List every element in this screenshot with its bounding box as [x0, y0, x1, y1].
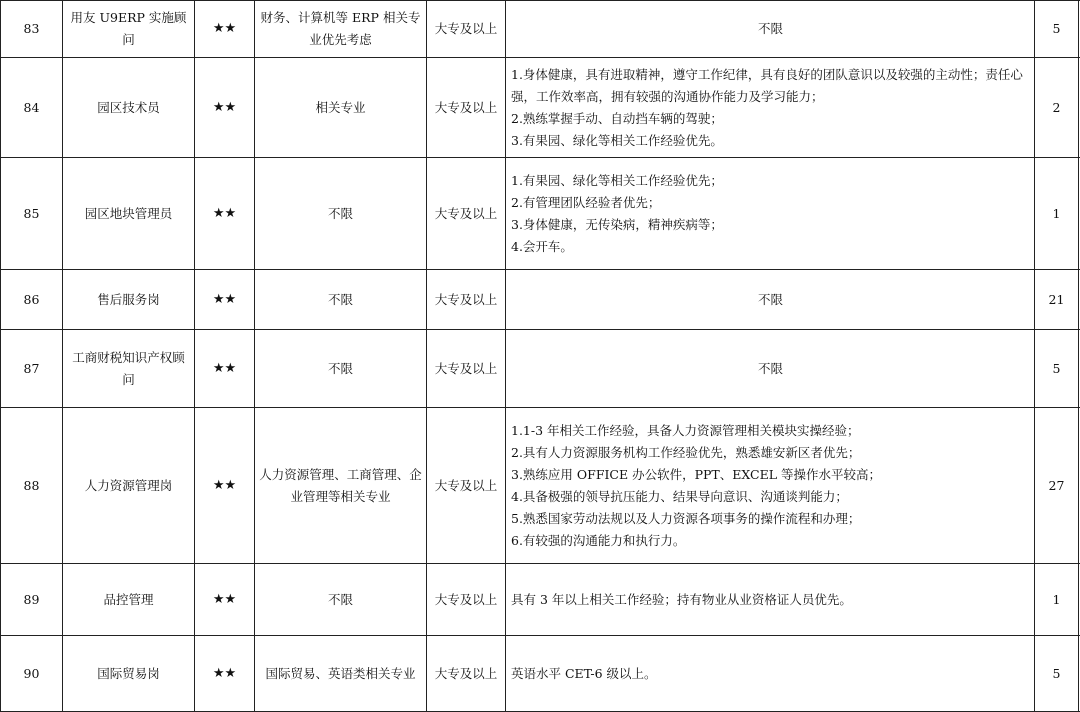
- requirement-line: 1.身体健康，具有进取精神，遵守工作纪律，具有良好的团队意识以及较强的主动性；责任心强，工作效率高，拥有较强的沟通协作能力及学习能力；: [511, 64, 1030, 108]
- row-number: 85: [1, 158, 63, 270]
- education-requirement: 大专及以上: [427, 564, 506, 636]
- major-requirement: 不限: [255, 270, 427, 330]
- major-requirement: 不限: [255, 564, 427, 636]
- hiring-count: 21: [1035, 270, 1079, 330]
- requirement-line: 2.熟练掌握手动、自动挡车辆的驾驶；: [511, 108, 1030, 130]
- requirement-line: 3.身体健康，无传染病，精神疾病等；: [511, 214, 1030, 236]
- major-requirement: 国际贸易、英语类相关专业: [255, 636, 427, 712]
- major-requirement: 人力资源管理、工商管理、企业管理等相关专业: [255, 408, 427, 564]
- job-requirements: [506, 1, 1035, 58]
- table-row: [1, 330, 1080, 408]
- position-name: 国际贸易岗: [63, 636, 195, 712]
- job-requirements: [506, 58, 1035, 158]
- requirement-line: 6.有较强的沟通能力和执行力。: [511, 530, 1030, 552]
- job-table-body: [1, 1, 1080, 712]
- position-name: 园区技术员: [63, 58, 195, 158]
- level-stars: ★★: [195, 408, 255, 564]
- level-stars: ★★: [195, 270, 255, 330]
- hiring-count: 1: [1035, 564, 1079, 636]
- position-name: 品控管理: [63, 564, 195, 636]
- requirement-line: 4.具备极强的领导抗压能力、结果导向意识、沟通谈判能力；: [511, 486, 1030, 508]
- row-number: 86: [1, 270, 63, 330]
- requirement-line: 不限: [511, 358, 1030, 380]
- hiring-count: 2: [1035, 58, 1079, 158]
- row-number: 83: [1, 1, 63, 58]
- table-row: [1, 636, 1080, 712]
- requirement-line: 英语水平 CET-6 级以上。: [511, 663, 1030, 685]
- hiring-count: 5: [1035, 1, 1079, 58]
- table-row: [1, 408, 1080, 564]
- table-row: [1, 564, 1080, 636]
- level-stars: ★★: [195, 1, 255, 58]
- row-number: 90: [1, 636, 63, 712]
- table-row: [1, 270, 1080, 330]
- major-requirement: 不限: [255, 330, 427, 408]
- education-requirement: 大专及以上: [427, 58, 506, 158]
- row-number: 84: [1, 58, 63, 158]
- hiring-count: 27: [1035, 408, 1079, 564]
- requirement-line: 具有 3 年以上相关工作经验；持有物业从业资格证人员优先。: [511, 589, 1030, 611]
- hiring-count: 1: [1035, 158, 1079, 270]
- level-stars: ★★: [195, 330, 255, 408]
- major-requirement: 财务、计算机等 ERP 相关专业优先考虑: [255, 1, 427, 58]
- requirement-line: 3.熟练应用 OFFICE 办公软件，PPT、EXCEL 等操作水平较高；: [511, 464, 1030, 486]
- position-name: 人力资源管理岗: [63, 408, 195, 564]
- requirement-line: 2.具有人力资源服务机构工作经验优先，熟悉雄安新区者优先；: [511, 442, 1030, 464]
- hiring-count: 5: [1035, 636, 1079, 712]
- table-row: [1, 58, 1080, 158]
- table-row: [1, 1, 1080, 58]
- job-requirements: [506, 636, 1035, 712]
- row-number: 88: [1, 408, 63, 564]
- level-stars: ★★: [195, 564, 255, 636]
- major-requirement: 相关专业: [255, 58, 427, 158]
- row-number: 89: [1, 564, 63, 636]
- table-row: [1, 158, 1080, 270]
- level-stars: ★★: [195, 58, 255, 158]
- position-name: 园区地块管理员: [63, 158, 195, 270]
- position-name: 工商财税知识产权顾问: [63, 330, 195, 408]
- education-requirement: 大专及以上: [427, 330, 506, 408]
- requirement-line: 不限: [511, 18, 1030, 40]
- major-requirement: 不限: [255, 158, 427, 270]
- requirement-line: 5.熟悉国家劳动法规以及人力资源各项事务的操作流程和办理；: [511, 508, 1030, 530]
- job-requirements: [506, 270, 1035, 330]
- level-stars: ★★: [195, 636, 255, 712]
- education-requirement: 大专及以上: [427, 408, 506, 564]
- education-requirement: 大专及以上: [427, 158, 506, 270]
- requirement-line: 3.有果园、绿化等相关工作经验优先。: [511, 130, 1030, 152]
- job-requirements: [506, 158, 1035, 270]
- hiring-count: 5: [1035, 330, 1079, 408]
- education-requirement: 大专及以上: [427, 270, 506, 330]
- level-stars: ★★: [195, 158, 255, 270]
- requirement-line: 2.有管理团队经验者优先；: [511, 192, 1030, 214]
- requirement-line: 1.1-3 年相关工作经验，具备人力资源管理相关模块实操经验；: [511, 420, 1030, 442]
- requirement-line: 不限: [511, 289, 1030, 311]
- position-name: 用友 U9ERP 实施顾问: [63, 1, 195, 58]
- job-requirements: [506, 408, 1035, 564]
- job-requirements: [506, 564, 1035, 636]
- requirement-line: 1.有果园、绿化等相关工作经验优先；: [511, 170, 1030, 192]
- requirement-line: 4.会开车。: [511, 236, 1030, 258]
- job-requirements: [506, 330, 1035, 408]
- position-name: 售后服务岗: [63, 270, 195, 330]
- education-requirement: 大专及以上: [427, 636, 506, 712]
- row-number: 87: [1, 330, 63, 408]
- education-requirement: 大专及以上: [427, 1, 506, 58]
